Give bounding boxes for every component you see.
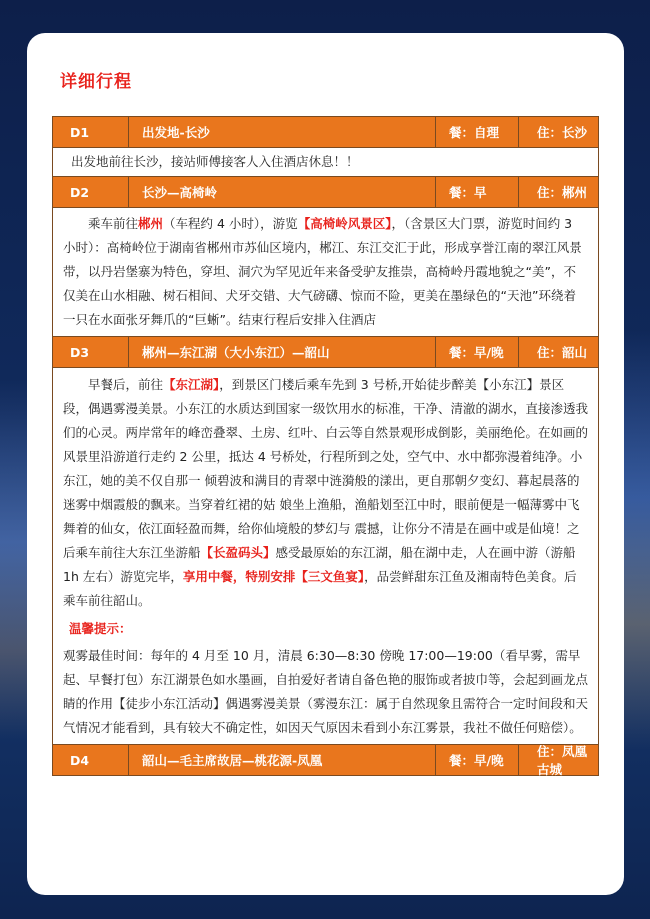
desc-highlight: 【高椅岭风景区】: [297, 216, 392, 231]
day-route: 出发地-长沙: [129, 117, 436, 147]
desc-text: ，品尝鲜甜东江鱼及湘南特色美食。后乘车前往韶山。: [63, 569, 577, 608]
day-desc: 出发地前往长沙，接站师傅接客人入住酒店休息！！: [71, 154, 359, 169]
day-desc: [63, 373, 588, 613]
desc-text: 感受最原始的东江湖，船在湖中走，人在画中游（游船 1h 左右）游览完毕，: [63, 545, 576, 584]
day-body-d1: [52, 148, 599, 177]
day-route: 郴州—东江湖（大小东江）—韶山: [129, 337, 436, 367]
day-stay: 住：韶山: [537, 345, 588, 360]
day-stay: 住：凤凰古城: [537, 744, 588, 777]
itinerary-card: [27, 33, 624, 895]
day-meal: 餐：早: [436, 177, 519, 207]
day-stay: 住：郴州: [537, 185, 588, 200]
day-header-d1: [52, 117, 599, 148]
day-number: D3: [53, 337, 129, 367]
day-body-d2: [52, 208, 599, 337]
day-number: D1: [53, 117, 129, 147]
day-route: 长沙—高椅岭: [129, 177, 436, 207]
section-title: 详细行程: [60, 72, 132, 92]
day-stay: 住：长沙: [537, 125, 588, 140]
day-route: 韶山—毛主席故居—桃花源-凤凰: [129, 745, 436, 775]
desc-highlight: 郴州: [138, 216, 164, 231]
itinerary-table: [52, 116, 599, 776]
desc-text: 早餐后，前往: [88, 377, 164, 392]
day-meal: 餐：早/晚: [436, 745, 519, 775]
day-header-d2: [52, 177, 599, 208]
day-desc: [63, 212, 588, 332]
day-header-d4: [52, 745, 599, 776]
day-meal: 餐：早/晚: [436, 337, 519, 367]
desc-highlight: 【三文鱼宴】: [295, 569, 365, 584]
desc-highlight: 【东江湖】: [163, 377, 220, 392]
desc-text: ，到景区门楼后乘车先到 3 号桥,开始徒步醉美【小东江】景区段，偶遇雾漫美景。小东江的水质达到国家一级饮用水的标准，干净、清澈的湖水，直接渗透我 们的心灵。两岸常年的峰峦叠翠、土房、红叶、白云等自然景观形成倒影，美丽绝伦。在如画的风景里沿游道行走约 2 公里，抵达 4 号桥处，行程所到之处，空气中、水中都弥漫着纯净。小东江，她的美不仅自那一 倾碧波和满目的青翠中涟漪般的漾出，更自那朝夕变幻、暮起晨落的迷雾中烟霞般的飘来。当穿着红裙的姑 娘坐上渔船，渔船划至江中时，眼前便是一幅薄雾中飞舞着的仙女，依江面轻盈而舞，给你仙境般的梦幻与 震撼，让你分不清是在画中或是仙境！之后乘车前往大东江坐游船: [63, 377, 589, 560]
desc-text: （车程约 4 小时），游览: [163, 216, 298, 231]
day-header-d3: [52, 337, 599, 368]
desc-text: ，（含景区大门票，游览时间约 3 小时）：高椅岭位于湖南省郴州市苏仙区境内，郴江、东江交汇于此，形成享誉江南的翠江风景带，以丹岩堡寨为特色，穿坦、洞穴为罕见近年来备受驴友推崇，高椅岭丹霞地貌之“美”，不仅美在山水相融、树石相间、犬牙交错、大气磅礴、惊而不险，更美在墨绿色的“天池”环绕着一只在水面张牙舞爪的“巨蜥”。结束行程后安排入住酒店: [63, 216, 582, 327]
day-number: D4: [53, 745, 129, 775]
day-meal: 餐：自理: [436, 117, 519, 147]
desc-text: 乘车前往: [88, 216, 139, 231]
day-number: D2: [53, 177, 129, 207]
tips-title: 温馨提示：: [69, 621, 132, 636]
day-body-d3: [52, 368, 599, 745]
desc-highlight: 享用中餐，特别安排: [182, 569, 296, 584]
tips-text: 观雾最佳时间：每年的 4 月至 10 月，清晨 6:30—8:30 傍晚 17:00—19:00（看早雾，需早起、早餐打包）东江湖景色如水墨画，自拍爱好者请自备色艳的服饰或者披巾等，会起到画龙点睛的作用【徒步小东江活动】偶遇雾漫美景（雾漫东江：属于自然现象且需符合一定时间段和天气情况才能看到，具有较大不确定性，如因天气原因未看到小东江雾景，我社不做任何赔偿）。: [63, 648, 589, 735]
desc-highlight: 【长盈码头】: [200, 545, 276, 560]
